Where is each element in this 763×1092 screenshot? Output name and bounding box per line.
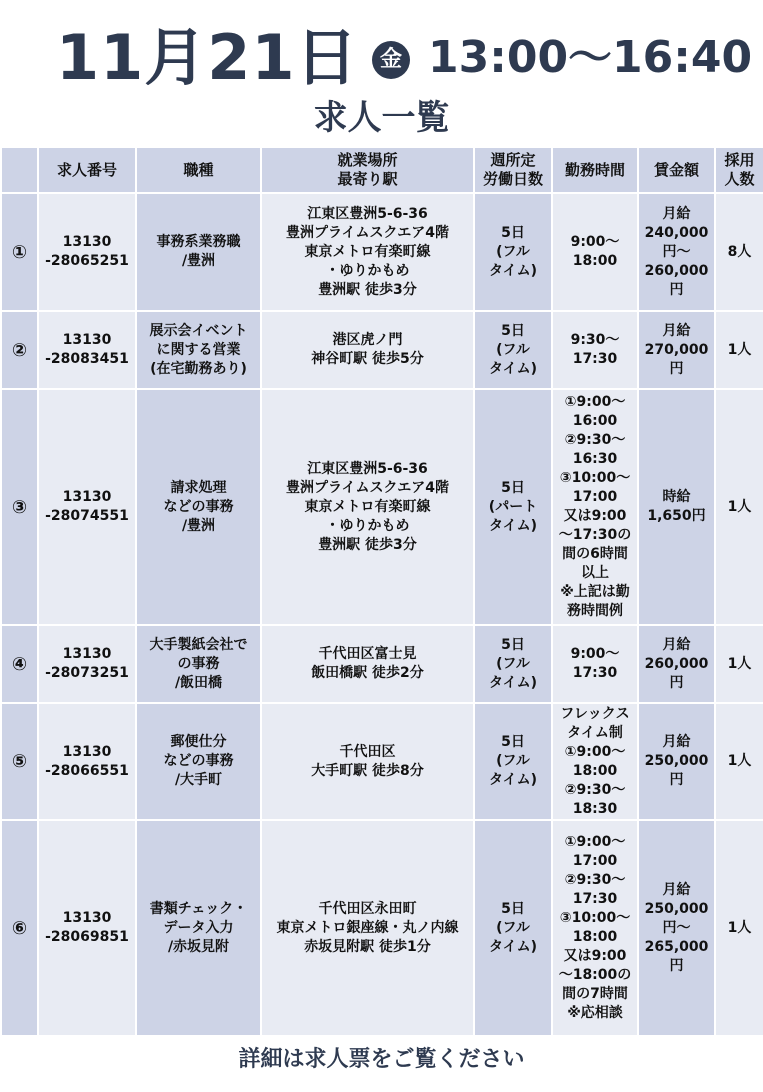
job-title: 書類チェック・ データ入力 /赤坂見附 xyxy=(136,820,261,1036)
col-header-count: 採用 人数 xyxy=(715,147,763,193)
table-row xyxy=(1,820,763,1036)
table-row xyxy=(1,703,763,820)
job-place: 江東区豊洲5-6-36 豊洲プライムスクエア4階 東京メトロ有楽町線 ・ゆりかもめ 豊洲駅 徒歩3分 xyxy=(261,193,474,311)
job-title: 展示会イベント に関する営業 (在宅勤務あり) xyxy=(136,311,261,389)
job-place: 港区虎ノ門 神谷町駅 徒歩5分 xyxy=(261,311,474,389)
work-hours: ①9:00〜 17:00 ②9:30〜 17:30 ③10:00〜 18:00 又は9:00 〜18:00の 間の7時間 ※応相談 xyxy=(552,820,638,1036)
wage: 月給 250,000 円〜 265,000 円 xyxy=(638,820,715,1036)
col-header-days: 週所定 労働日数 xyxy=(474,147,552,193)
work-days: 5日 (フル タイム) xyxy=(474,820,552,1036)
col-header-place: 就業場所 最寄り駅 xyxy=(261,147,474,193)
job-id: 13130 -28069851 xyxy=(38,820,136,1036)
table-row xyxy=(1,311,763,389)
col-header-id: 求人番号 xyxy=(38,147,136,193)
header xyxy=(0,22,763,94)
work-hours: 9:00〜 17:30 xyxy=(552,625,638,703)
job-id: 13130 -28074551 xyxy=(38,389,136,625)
work-hours: 9:00〜 18:00 xyxy=(552,193,638,311)
footer-note: 詳細は求人票をご覧ください xyxy=(238,1047,525,1072)
weekday-badge: 金 xyxy=(372,41,410,79)
job-id: 13130 -28083451 xyxy=(38,311,136,389)
table-row xyxy=(1,389,763,625)
job-place: 千代田区 大手町駅 徒歩8分 xyxy=(261,703,474,820)
table-row xyxy=(1,193,763,311)
hire-count: 8人 xyxy=(715,193,763,311)
table-header-row xyxy=(1,147,763,193)
wage: 時給 1,650円 xyxy=(638,389,715,625)
hire-count: 1人 xyxy=(715,703,763,820)
work-days: 5日 (フル タイム) xyxy=(474,625,552,703)
work-hours: ①9:00〜 16:00 ②9:30〜 16:30 ③10:00〜 17:00 又は9:00 〜17:30の 間の6時間 以上 ※上記は勤 務時間例 xyxy=(552,389,638,625)
wage: 月給 250,000 円 xyxy=(638,703,715,820)
job-id: 13130 -28066551 xyxy=(38,703,136,820)
row-no: ⑥ xyxy=(1,820,38,1036)
hire-count: 1人 xyxy=(715,311,763,389)
work-hours: フレックス タイム制 ①9:00〜 18:00 ②9:30〜 18:30 xyxy=(552,703,638,820)
work-days: 5日 (フル タイム) xyxy=(474,193,552,311)
job-title: 事務系業務職 /豊洲 xyxy=(136,193,261,311)
row-no: ① xyxy=(1,193,38,311)
job-place: 千代田区富士見 飯田橋駅 徒歩2分 xyxy=(261,625,474,703)
row-no: ② xyxy=(1,311,38,389)
date-text: 11月21日 xyxy=(56,21,359,94)
col-header-no xyxy=(1,147,38,193)
row-no: ④ xyxy=(1,625,38,703)
col-header-job: 職種 xyxy=(136,147,261,193)
wage: 月給 270,000 円 xyxy=(638,311,715,389)
wage: 月給 240,000 円〜 260,000 円 xyxy=(638,193,715,311)
wage: 月給 260,000 円 xyxy=(638,625,715,703)
work-days: 5日 (パート タイム) xyxy=(474,389,552,625)
hire-count: 1人 xyxy=(715,625,763,703)
page-title: 求人一覧 xyxy=(313,98,450,138)
job-id: 13130 -28065251 xyxy=(38,193,136,311)
time-range: 13:00〜16:40 xyxy=(428,32,753,83)
hire-count: 1人 xyxy=(715,820,763,1036)
job-title: 大手製紙会社で の事務 /飯田橋 xyxy=(136,625,261,703)
job-table xyxy=(0,146,763,1037)
work-days: 5日 (フル タイム) xyxy=(474,311,552,389)
table-row xyxy=(1,625,763,703)
hire-count: 1人 xyxy=(715,389,763,625)
job-title: 郵便仕分 などの事務 /大手町 xyxy=(136,703,261,820)
job-place: 江東区豊洲5-6-36 豊洲プライムスクエア4階 東京メトロ有楽町線 ・ゆりかもめ 豊洲駅 徒歩3分 xyxy=(261,389,474,625)
job-place: 千代田区永田町 東京メトロ銀座線・丸ノ内線 赤坂見附駅 徒歩1分 xyxy=(261,820,474,1036)
job-title: 請求処理 などの事務 /豊洲 xyxy=(136,389,261,625)
col-header-wage: 賃金額 xyxy=(638,147,715,193)
work-days: 5日 (フル タイム) xyxy=(474,703,552,820)
col-header-hours: 勤務時間 xyxy=(552,147,638,193)
row-no: ③ xyxy=(1,389,38,625)
work-hours: 9:30〜 17:30 xyxy=(552,311,638,389)
job-id: 13130 -28073251 xyxy=(38,625,136,703)
row-no: ⑤ xyxy=(1,703,38,820)
